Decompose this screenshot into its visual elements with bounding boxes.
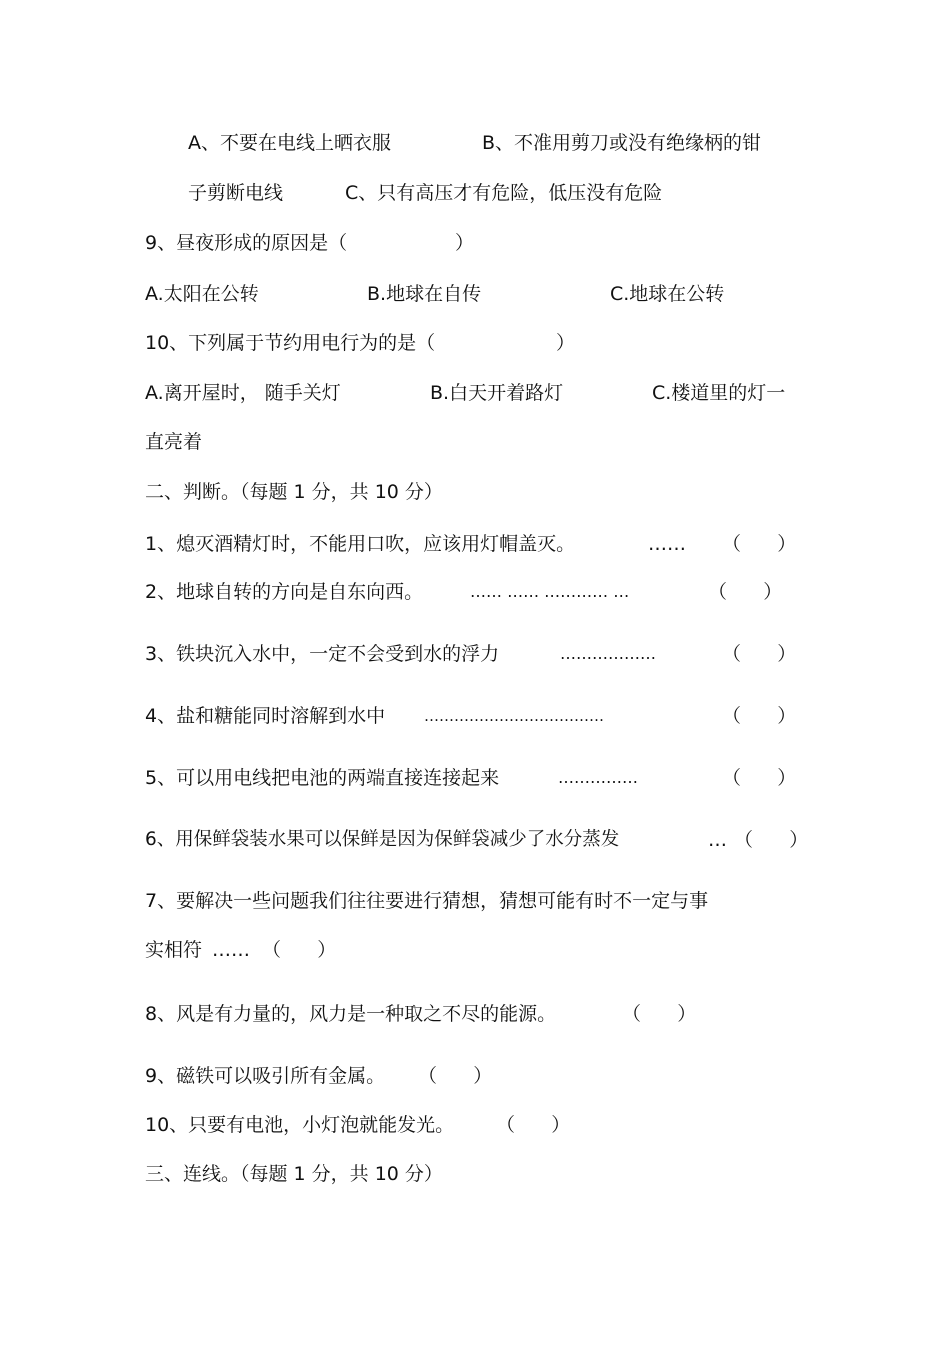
section-2-title: 二、判断。（每题 1 分，共 10 分） xyxy=(145,481,443,503)
q10-close-paren: ） xyxy=(556,332,576,354)
judgment-answer-paren: （ ） xyxy=(496,1114,571,1136)
judgment-item-text: 3、铁块沉入水中，一定不会受到水的浮力 xyxy=(145,643,500,665)
judgment-answer-paren: （ ） xyxy=(722,705,797,727)
q10-option-c-continued: 直亮着 xyxy=(145,431,203,453)
judgment-answer-paren: （ ） xyxy=(418,1065,493,1087)
judgment-answer-paren: （ ） xyxy=(722,533,797,555)
q9-option-b: B.地球在自传 xyxy=(367,283,482,305)
judgment-item-text: 10、只要有电池，小灯泡就能发光。 xyxy=(145,1114,455,1136)
q10-stem: 10、下列属于节约用电行为的是（ xyxy=(145,332,436,354)
q9-option-a: A.太阳在公转 xyxy=(145,283,259,305)
judgment-item-dots: ……………………………… xyxy=(424,707,604,725)
judgment-item-text: 2、地球自转的方向是自东向西。 xyxy=(145,581,424,603)
judgment-item-dots: … xyxy=(708,829,727,851)
judgment-item-dots: …… xyxy=(212,939,250,961)
judgment-item-dots: ……………… xyxy=(560,644,656,663)
judgment-answer-paren: （ ） xyxy=(722,767,797,789)
q9-option-c: C.地球在公转 xyxy=(610,283,725,305)
judgment-item-dots: …… …… ………… … xyxy=(470,582,630,601)
judgment-answer-paren: （ ） xyxy=(622,1003,697,1025)
judgment-item-dots: …… xyxy=(648,533,686,555)
judgment-answer-paren: （ ） xyxy=(708,581,783,603)
q10-option-b: B.白天开着路灯 xyxy=(430,382,564,404)
q9-close-paren: ） xyxy=(455,232,475,254)
judgment-item-text: 5、可以用电线把电池的两端直接连接起来 xyxy=(145,767,500,789)
judgment-item-text: 9、磁铁可以吸引所有金属。 xyxy=(145,1065,386,1087)
judgment-item-text: 8、风是有力量的，风力是一种取之不尽的能源。 xyxy=(145,1003,557,1025)
judgment-item-text: 4、盐和糖能同时溶解到水中 xyxy=(145,705,386,727)
q10-option-c: C.楼道里的灯一 xyxy=(652,382,786,404)
section-3-title: 三、连线。（每题 1 分，共 10 分） xyxy=(145,1163,443,1185)
judgment-item-dots: …………… xyxy=(558,768,638,787)
q10-option-a: A.离开屋时， 随手关灯 xyxy=(145,382,341,404)
judgment-item-text-continued: 实相符 xyxy=(145,939,203,961)
judgment-answer-paren: （ ） xyxy=(262,939,337,961)
q8-option-a: A、不要在电线上晒衣服 xyxy=(188,132,391,154)
judgment-item-text: 1、熄灭酒精灯时，不能用口吹，应该用灯帽盖灭。 xyxy=(145,533,576,555)
q8-option-c: C、只有高压才有危险，低压没有危险 xyxy=(345,182,663,204)
judgment-answer-paren: （ ） xyxy=(722,643,797,665)
judgment-answer-paren: （ ） xyxy=(734,829,809,851)
q9-stem: 9、昼夜形成的原因是（ xyxy=(145,232,348,254)
judgment-item-text: 6、用保鲜袋装水果可以保鲜是因为保鲜袋减少了水分蒸发 xyxy=(145,829,620,850)
q8-option-b: B、不准用剪刀或没有绝缘柄的钳 xyxy=(482,132,762,154)
q8-option-b-continued: 子剪断电线 xyxy=(188,182,284,204)
judgment-item-text: 7、要解决一些问题我们往往要进行猜想，猜想可能有时不一定与事 xyxy=(145,890,709,912)
